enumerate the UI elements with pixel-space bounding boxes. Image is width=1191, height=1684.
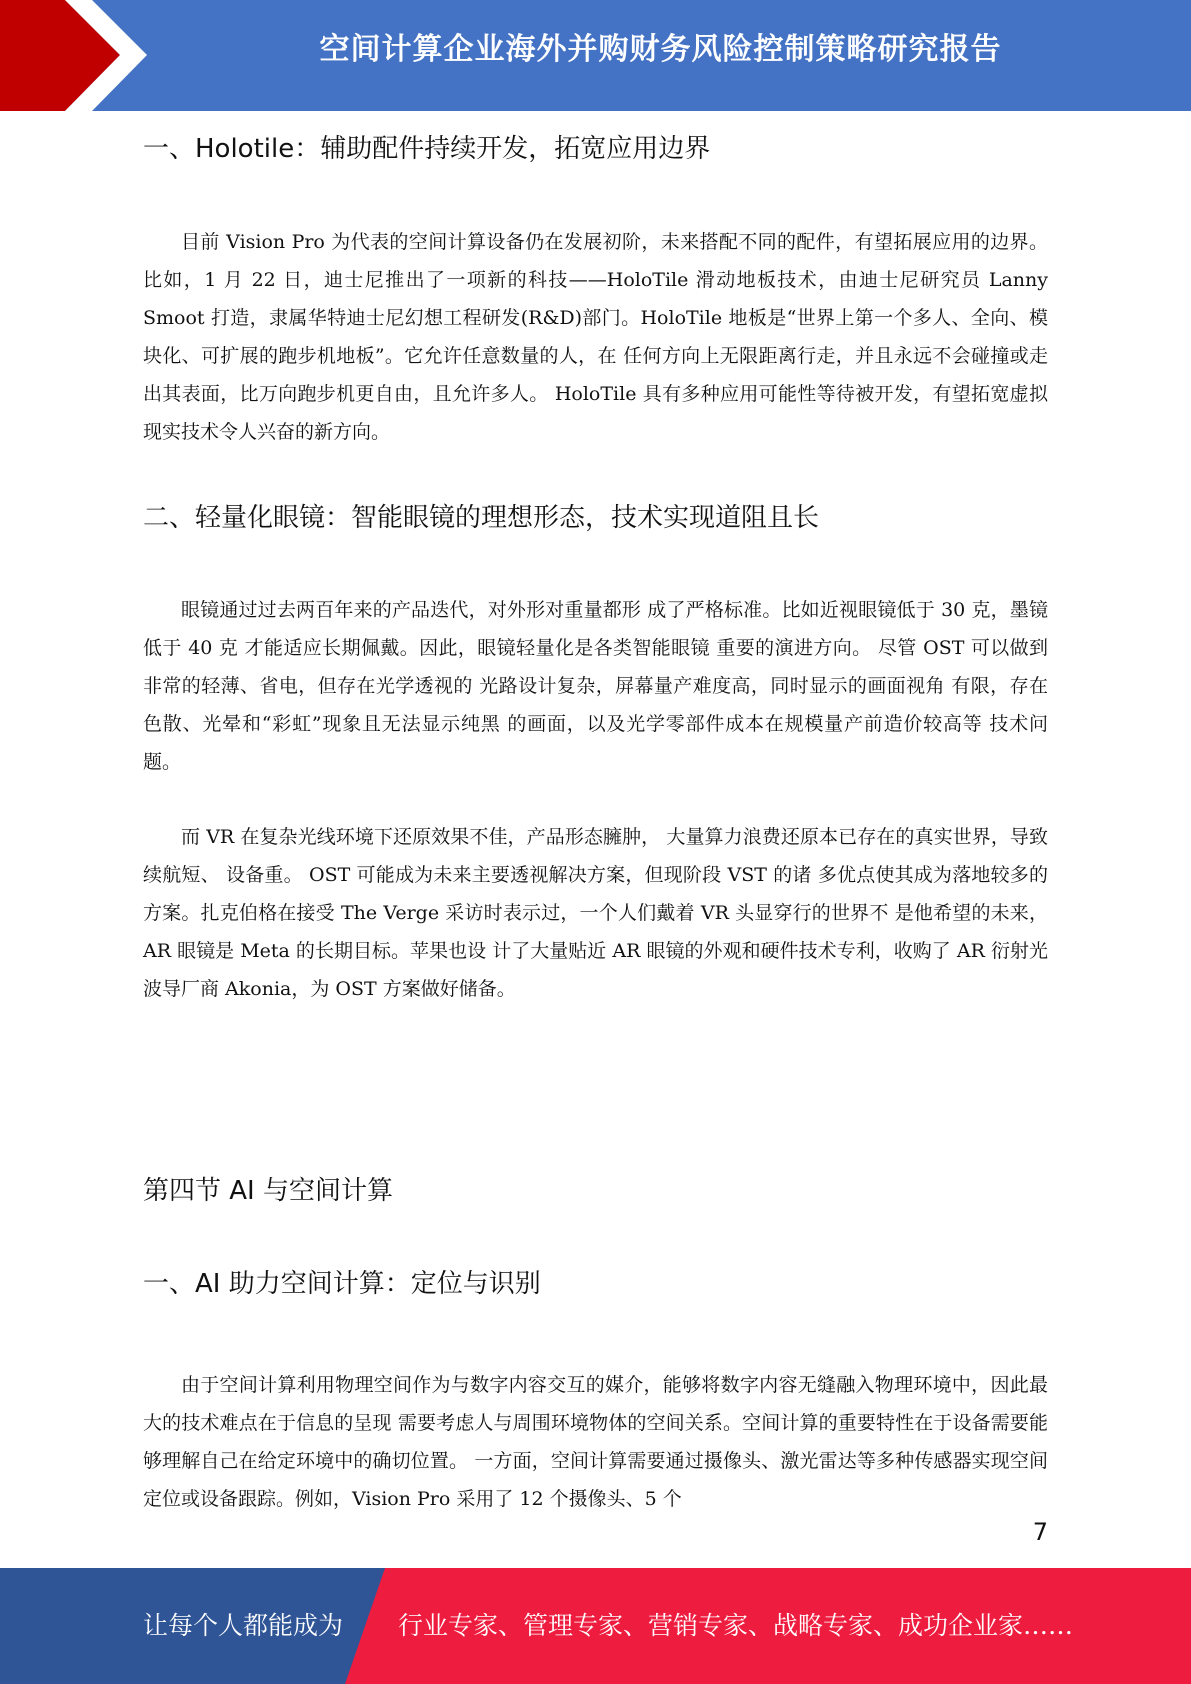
chapter-heading-ai-spatial: 第四节 AI 与空间计算 [143, 1176, 393, 1206]
header-arrow-decoration [0, 0, 160, 111]
paragraph-holotile: 目前 Vision Pro 为代表的空间计算设备仍在发展初阶，未来搭配不同的配件，有望拓展应用的边界。 比如，1 月 22 日，迪士尼推出了一项新的科技——HoloTile 滑动地板技术，由迪士尼研究员 Lanny Smoot 打造，隶属华特迪士尼幻想工程研发(R&D)部门。HoloTile 地板是“世界上第一个多人、全向、模块化、可扩展的跑步机地板”。它允许任意数量的人，在 任何方向上无限距离行走，并且永远不会碰撞或走出其表面，比万向跑步机更自由，且允许多人。 HoloTile 具有多种应用可能性等待被开发，有望拓宽虚拟现实技术令人兴奋的新方向。 [143, 231, 1048, 443]
section-heading-ai-positioning: 一、AI 助力空间计算：定位与识别 [143, 1269, 541, 1299]
paragraph-ai-positioning: 由于空间计算利用物理空间作为与数字内容交互的媒介，能够将数字内容无缝融入物理环境中，因此最大的技术难点在于信息的呈现 需要考虑人与周围环境物体的空间关系。空间计算的重要特性在于设备需要能够理解自己在给定环境中的确切位置。 一方面，空间计算需要通过摄像头、激光雷达等多种传感器实现空间定位或设备跟踪。例如，Vision Pro 采用了 12 个摄像头、5 个 [143, 1374, 1048, 1510]
paragraph-glasses-1: 眼镜通过过去两百年来的产品迭代，对外形对重量都形 成了严格标准。比如近视眼镜低于 30 克，墨镜低于 40 克 才能适应长期佩戴。因此，眼镜轻量化是各类智能眼镜 重要的演进方向。 尽管 OST 可以做到非常的轻薄、省电，但存在光学透视的 光路设计复杂，屏幕量产难度高，同时显示的画面视角 有限，存在色散、光晕和“彩虹”现象且无法显示纯黑 的画面，以及光学零部件成本在规模量产前造价较高等 技术问题。 [143, 599, 1048, 773]
page-footer [0, 1568, 1191, 1684]
section-heading-lightweight-glasses: 二、轻量化眼镜：智能眼镜的理想形态，技术实现道阻且长 [143, 503, 820, 533]
paragraph-glasses-2: 而 VR 在复杂光线环境下还原效果不佳，产品形态臃肿， 大量算力浪费还原本已存在的真实世界，导致续航短、 设备重。 OST 可能成为未来主要透视解决方案，但现阶段 VST 的诸 多优点使其成为落地较多的方案。扎克伯格在接受 The Verge 采访时表示过，一个人们戴着 VR 头显穿行的世界不 是他希望的未来，AR 眼镜是 Meta 的长期目标。苹果也设 计了大量贴近 AR 眼镜的外观和硬件技术专利，收购了 AR 衍射光波导厂商 Akonia，为 OST 方案做好储备。 [143, 826, 1048, 1000]
section-heading-holotile: 一、Holotile：辅助配件持续开发，拓宽应用边界 [143, 134, 711, 164]
document-title: 空间计算企业海外并购财务风险控制策略研究报告 [319, 32, 1002, 67]
page-header [0, 0, 1191, 111]
footer-slogan-left: 让每个人都能成为 [143, 1611, 344, 1640]
footer-slogan-right: 行业专家、管理专家、营销专家、战略专家、成功企业家…… [398, 1611, 1074, 1640]
page-number: 7 [1032, 1518, 1048, 1546]
